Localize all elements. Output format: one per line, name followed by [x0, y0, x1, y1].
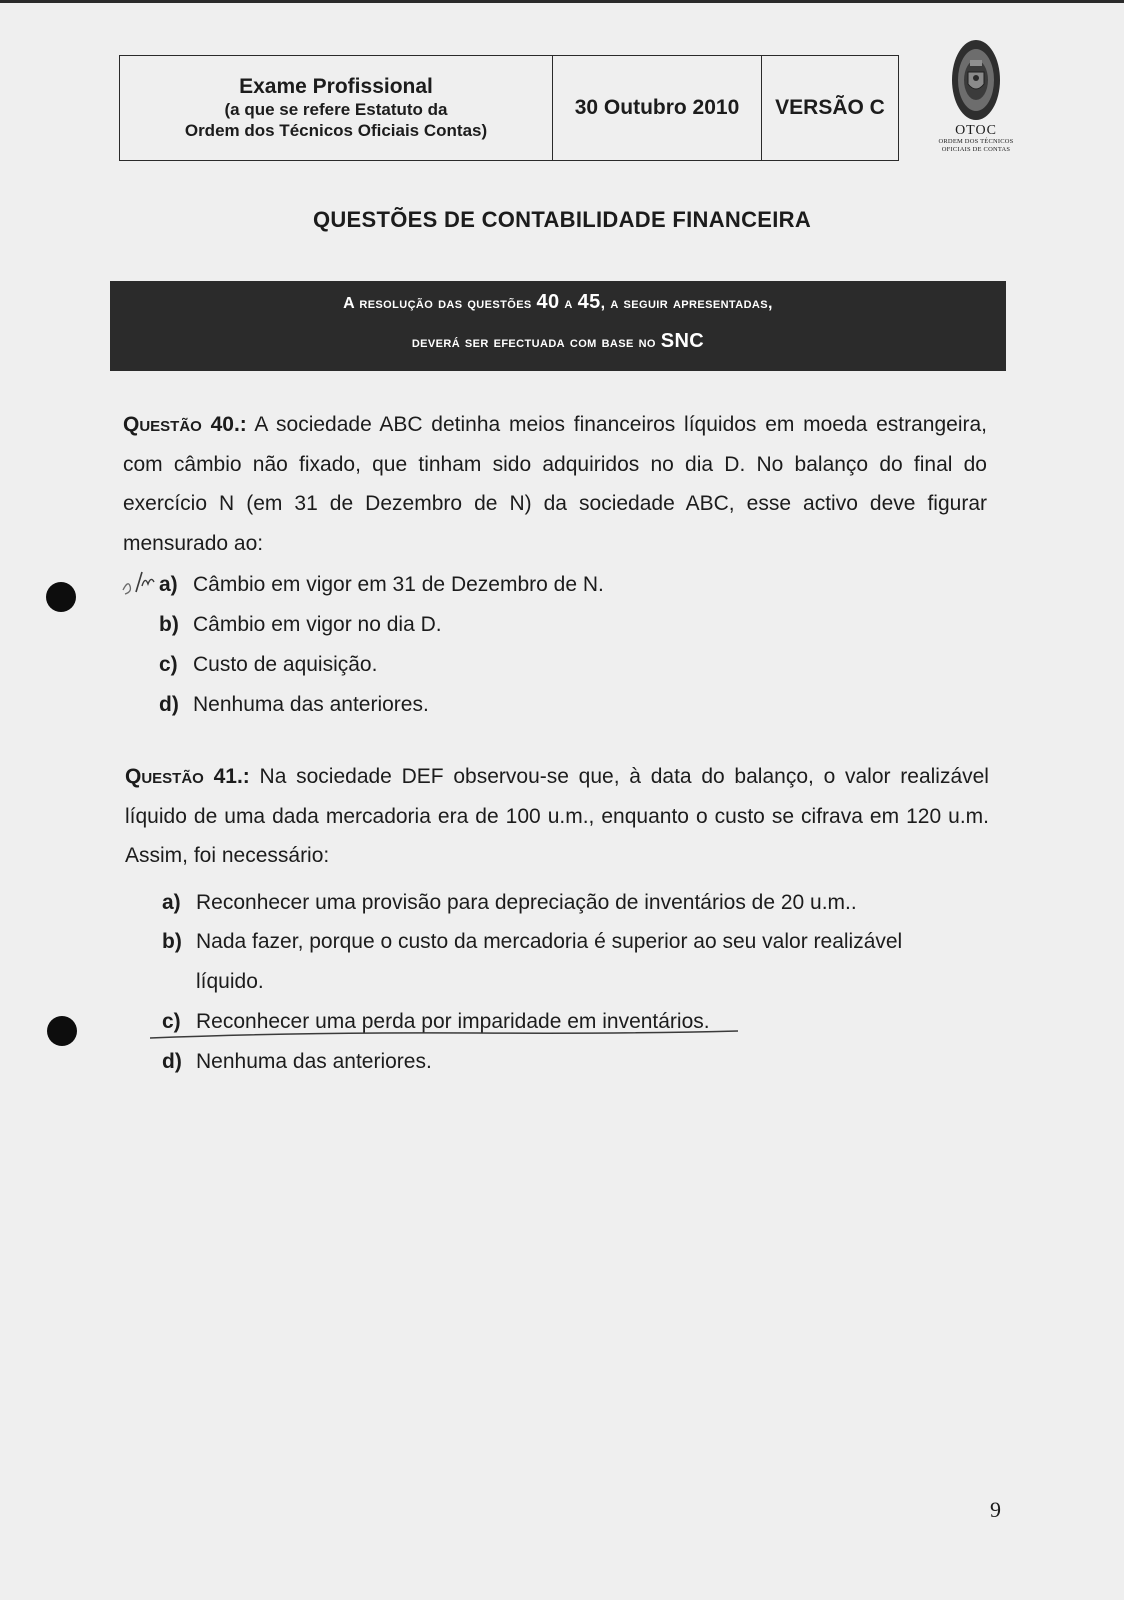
option-d [159, 685, 959, 725]
option-b [159, 605, 959, 645]
otoc-emblem-icon [949, 38, 1003, 122]
exam-date: 30 Outubro 2010 [553, 56, 762, 161]
option-text: Câmbio em vigor no dia D. [193, 613, 442, 636]
option-d [162, 1042, 962, 1082]
logo-line-2: OFICIAIS DE CONTAS [941, 146, 1011, 153]
instructions-banner [110, 281, 1006, 371]
option-c [159, 645, 959, 685]
option-letter: d) [162, 1050, 182, 1073]
bullet-dot [47, 1016, 77, 1046]
question-41: Questão 41.: Na sociedade DEF observou-se que, à data do balanço, o valor realizável líquido de uma dada mercadoria era de 100 u.m., enquanto o custo se cifrava em 120 u.m. Assim, foi necessário: [125, 765, 989, 867]
question-label: Questão 40. [123, 413, 240, 436]
banner-text: a [559, 295, 578, 312]
option-b [162, 922, 962, 1001]
bullet-dot [46, 582, 76, 612]
exam-header-table [119, 55, 899, 161]
option-text: Nada fazer, porque o custo da mercadoria é superior ao seu valor realizável líquido. [196, 930, 903, 993]
question-text: A sociedade ABC detinha meios financeiros líquidos em moeda estrangeira, com câmbio não fixado, que tinham sido adquiridos no dia D. No balanço do final do exercício N (em 31 de Dezembro de N) da sociedade ABC, esse activo deve figurar mensurado ao: [123, 413, 987, 555]
logo-line-1: ORDEM DOS TÉCNICOS [938, 138, 1014, 145]
banner-question-start: 40 [536, 291, 560, 313]
banner-line-1 [110, 291, 1006, 315]
page-number: 9 [990, 1497, 1001, 1522]
question-label: Questão 41. [125, 765, 243, 788]
option-letter: b) [162, 930, 182, 953]
handwritten-mark [120, 566, 160, 600]
logo-name: OTOC [955, 123, 997, 138]
option-text: Reconhecer uma provisão para depreciação de inventários de 20 u.m.. [196, 891, 857, 914]
exam-subtitle-1: (a que se refere Estatuto da [224, 100, 448, 119]
option-letter: d) [159, 693, 179, 716]
banner-question-end: 45 [577, 291, 601, 313]
scan-top-edge [0, 0, 1124, 3]
option-letter: a) [162, 891, 181, 914]
option-text: Nenhuma das anteriores. [196, 1050, 432, 1073]
option-letter: c) [159, 653, 178, 676]
option-text: Nenhuma das anteriores. [193, 693, 429, 716]
option-text: Custo de aquisição. [193, 653, 378, 676]
otoc-logo [928, 38, 1024, 154]
banner-text: deverá ser efectuada com base no [411, 334, 661, 351]
option-text: Câmbio em vigor em 31 de Dezembro de N. [193, 573, 604, 596]
exam-title: Exame Profissional [239, 75, 433, 98]
exam-subtitle-2: Ordem dos Técnicos Oficiais Contas) [184, 121, 488, 140]
question-text: Na sociedade DEF observou-se que, à data do balanço, o valor realizável líquido de uma dada mercadoria era de 100 u.m., enquanto o custo se cifrava em 120 u.m. Assim, foi necessário: [125, 765, 989, 867]
option-letter: a) [159, 573, 178, 596]
option-letter: c) [162, 1010, 181, 1033]
section-title: QUESTÕES DE CONTABILIDADE FINANCEIRA [312, 207, 812, 232]
option-a [159, 565, 959, 605]
option-letter: b) [159, 613, 179, 636]
banner-snc: SNC [660, 330, 705, 352]
banner-line-2 [110, 330, 1006, 354]
handwritten-underline [148, 1028, 748, 1042]
option-a [162, 883, 962, 923]
option-text: Reconhecer uma perda por imparidade em inventários. [196, 1010, 710, 1033]
banner-text: A resolução das questões [343, 295, 537, 312]
banner-text: , a seguir apresentadas, [600, 295, 773, 312]
exam-version: VERSÃO C [762, 56, 899, 161]
question-40: Questão 40.: A sociedade ABC detinha meios financeiros líquidos em moeda estrangeira, com câmbio não fixado, que tinham sido adquiridos no dia D. No balanço do final do exercício N (em 31 de Dezembro de N) da sociedade ABC, esse activo deve figurar mensurado ao: [123, 413, 987, 555]
exam-info-cell [120, 56, 553, 161]
